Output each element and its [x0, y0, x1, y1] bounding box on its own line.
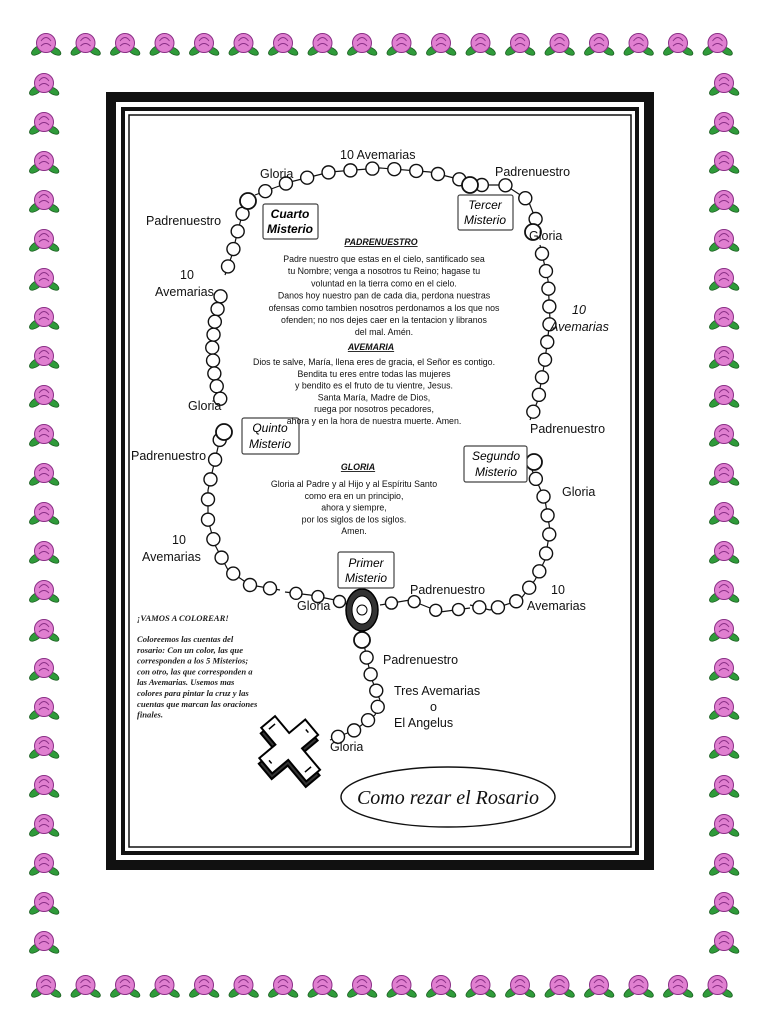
rose-icon	[227, 34, 259, 58]
bead	[388, 163, 401, 176]
rose-icon	[504, 976, 536, 1000]
rose-icon	[346, 976, 378, 1000]
bead	[202, 493, 215, 506]
rose-icon	[708, 815, 740, 839]
label-avemarias-count: 10	[572, 303, 586, 317]
label-padrenuestro: Padrenuestro	[410, 583, 486, 597]
prayer-line: Bendita tu eres entre todas las mujeres	[297, 368, 451, 379]
mystery-line: Misterio	[248, 437, 292, 451]
bead	[408, 596, 420, 608]
bead	[543, 300, 556, 313]
rose-icon	[148, 34, 180, 58]
label-el-angelus: El Angelus	[394, 716, 454, 730]
bead	[206, 341, 219, 354]
rose-icon	[28, 737, 60, 761]
rose-icon	[708, 737, 740, 761]
prayer-line: tu Nombre; venga a nosotros tu Reino; hagase tu	[287, 266, 481, 277]
bead	[207, 328, 220, 341]
bead	[208, 315, 221, 328]
bead	[207, 533, 220, 546]
rose-icon	[543, 34, 575, 58]
rose-icon	[708, 893, 740, 917]
label-top-avemarias: 10 Avemarias	[340, 148, 416, 162]
rose-icon	[425, 34, 457, 58]
prayer-line: como era en un principio,	[304, 490, 404, 501]
rose-icon	[69, 976, 101, 1000]
label-padrenuestro: Padrenuestro	[530, 422, 606, 436]
mystery-line: Misterio	[463, 213, 507, 227]
mystery-line: Misterio	[474, 465, 518, 479]
prayer-line: Amen.	[341, 526, 367, 537]
rose-icon	[28, 698, 60, 722]
bead	[344, 164, 357, 177]
bead	[370, 684, 383, 697]
bead	[364, 668, 377, 681]
label-avemarias: Avemarias	[142, 550, 201, 564]
prayer-line: Gloria al Padre y al Hijo y al Espíritu Santo	[270, 479, 438, 489]
bead	[360, 651, 373, 664]
rose-icon	[188, 976, 220, 1000]
label-avemarias-count: 10	[551, 583, 565, 597]
prayer-line: ahora y siempre,	[321, 502, 387, 513]
rose-icon	[28, 308, 60, 332]
coloring-line: Coloreemos las cuentas del	[137, 634, 234, 644]
mystery-box-segundo	[464, 446, 527, 482]
mystery-line: Quinto	[252, 421, 288, 435]
bead	[362, 714, 375, 727]
coloring-line: finales.	[137, 709, 164, 720]
rose-icon	[28, 503, 60, 527]
rose-icon	[504, 34, 536, 58]
bead	[543, 528, 556, 541]
prayer-line: Danos hoy nuestro pan de cada dia, perdona nuestras	[277, 290, 491, 301]
rose-icon	[69, 34, 101, 58]
rose-icon	[28, 347, 60, 371]
label-padrenuestro: Padrenuestro	[383, 653, 459, 667]
rose-icon	[28, 269, 60, 293]
rose-icon	[708, 698, 740, 722]
prayer-line: del mal. Amén.	[354, 327, 414, 338]
prayer-line: ofensas como tambien nosotros perdonamos a los que nos	[268, 302, 500, 313]
pater-bead	[526, 454, 542, 470]
coloring-line: cuentas que marcan las oraciones	[137, 698, 258, 709]
bead	[537, 490, 550, 503]
bead	[529, 472, 542, 485]
bead	[410, 164, 423, 177]
bead	[263, 582, 276, 595]
bead	[214, 290, 227, 303]
prayer-title: PADRENUESTRO	[344, 237, 418, 247]
label-gloria: Gloria	[188, 399, 222, 413]
padrenuestro-text	[269, 254, 500, 337]
bead	[215, 551, 228, 564]
coloring-line: corresponden a los 5 Misterios;	[137, 655, 249, 666]
label-avemarias: Avemarias	[155, 285, 214, 299]
bead	[210, 380, 223, 393]
bead	[499, 179, 512, 192]
coloring-title: ¡VAMOS A COLOREAR!	[137, 613, 229, 623]
center-medal	[346, 589, 378, 631]
label-gloria: Gloria	[260, 167, 294, 181]
pater-bead	[216, 424, 232, 440]
label-gloria: Gloria	[297, 599, 331, 613]
bead	[523, 581, 536, 594]
mystery-line: Misterio	[266, 222, 314, 236]
mystery-box-primer	[338, 552, 394, 588]
bead	[208, 367, 221, 380]
bead	[519, 192, 532, 205]
rose-icon	[708, 776, 740, 800]
rose-icon	[28, 659, 60, 683]
coloring-line: las Avemarias. Usemos mas	[137, 677, 235, 688]
prayer-title: AVEMARIA	[347, 342, 395, 352]
rose-icon	[701, 976, 733, 1000]
bead	[542, 282, 555, 295]
rose-icon	[425, 976, 457, 1000]
rose-icon	[28, 854, 60, 878]
rose-icon	[708, 386, 740, 410]
pater-bead	[240, 193, 256, 209]
bead	[539, 353, 552, 366]
bead	[301, 171, 314, 184]
bead	[473, 601, 486, 614]
bead	[204, 473, 217, 486]
rose-icon	[188, 34, 220, 58]
rose-icon	[708, 425, 740, 449]
rose-icon	[622, 976, 654, 1000]
rose-icon	[708, 854, 740, 878]
prayer-line: ofenden; no nos dejes caer en la tentacion y libranos	[281, 315, 487, 325]
rose-icon	[708, 581, 740, 605]
prayer-line: por los siglos de los siglos.	[301, 514, 407, 525]
rose-icon	[28, 464, 60, 488]
bead	[209, 453, 222, 466]
rose-icon	[30, 34, 62, 58]
rose-icon	[28, 815, 60, 839]
prayer-line: y bendito es el fruto de tu vientre, Jesus.	[295, 380, 453, 391]
rose-icon	[708, 113, 740, 137]
rose-icon	[306, 34, 338, 58]
mystery-box-tercer	[458, 195, 513, 230]
rose-icon	[708, 464, 740, 488]
prayer-line: Dios te salve, María, llena eres de gracia, el Señor es contigo.	[252, 357, 496, 367]
coloring-line: colores para pintar la cruz y las	[137, 688, 249, 698]
mystery-line: Primer	[348, 556, 384, 570]
rose-icon	[346, 34, 378, 58]
rose-icon	[708, 74, 740, 98]
bead	[527, 405, 540, 418]
bead	[348, 724, 361, 737]
bead	[541, 509, 554, 522]
bead	[385, 597, 397, 609]
rose-icon	[622, 34, 654, 58]
rose-icon	[267, 976, 299, 1000]
pater-bead	[462, 177, 478, 193]
rose-icon	[227, 976, 259, 1000]
rose-icon	[708, 503, 740, 527]
bead	[541, 336, 554, 349]
label-avemarias-count: 10	[172, 533, 186, 547]
rose-icon	[464, 34, 496, 58]
bead	[430, 604, 442, 616]
bead	[290, 587, 302, 599]
prayer-line: voluntad en la tierra como en el cielo.	[311, 278, 457, 289]
prayer-line: ruega por nosotros pecadores,	[314, 404, 434, 415]
bead	[333, 595, 345, 607]
rose-icon	[708, 932, 740, 956]
prayer-line: ahora y en la hora de nuestra muerte. Amen.	[286, 416, 462, 426]
rose-icon	[28, 191, 60, 215]
label-avemarias: Avemarias	[527, 599, 586, 613]
rose-icon	[109, 976, 141, 1000]
rose-icon	[708, 191, 740, 215]
bead	[452, 604, 464, 616]
bead	[533, 565, 546, 578]
rose-icon	[148, 976, 180, 1000]
bead	[535, 247, 548, 260]
rose-icon	[385, 34, 417, 58]
bead	[491, 601, 504, 614]
label-avemarias-count: 10	[180, 268, 194, 282]
bead	[510, 595, 523, 608]
rose-icon	[708, 347, 740, 371]
rose-icon	[708, 659, 740, 683]
label-gloria: Gloria	[529, 229, 563, 243]
rose-icon	[708, 308, 740, 332]
mystery-line: Segundo	[471, 449, 521, 463]
rose-icon	[28, 893, 60, 917]
bead	[540, 547, 553, 560]
rose-icon	[306, 976, 338, 1000]
rose-icon	[708, 230, 740, 254]
rose-icon	[701, 34, 733, 58]
prayer-line: Padre nuestro que estas en el cielo, santificado sea	[283, 254, 485, 264]
mystery-line: Cuarto	[270, 207, 310, 221]
mystery-line: Misterio	[344, 571, 388, 585]
rose-icon	[662, 976, 694, 1000]
label-padrenuestro: Padrenuestro	[495, 165, 571, 179]
bead	[532, 388, 545, 401]
rose-icon	[30, 976, 62, 1000]
bead	[222, 260, 235, 273]
bead	[202, 513, 215, 526]
page-title: Como rezar el Rosario	[356, 787, 540, 809]
mystery-line: Tercer	[468, 198, 502, 212]
label-tres-avemarias: Tres Avemarias	[394, 684, 481, 698]
rose-icon	[28, 581, 60, 605]
coloring-line: con otro, las que corresponden a	[137, 666, 253, 677]
rose-icon	[28, 113, 60, 137]
bead	[535, 371, 548, 384]
prayer-line: Santa María, Madre de Dios,	[317, 392, 431, 403]
label-gloria: Gloria	[562, 485, 596, 499]
rose-icon	[28, 425, 60, 449]
bead	[243, 578, 256, 591]
rose-icon	[708, 620, 740, 644]
label-padrenuestro: Padrenuestro	[146, 214, 222, 228]
rose-icon	[464, 976, 496, 1000]
rose-icon	[28, 932, 60, 956]
rose-icon	[109, 34, 141, 58]
rose-icon	[28, 230, 60, 254]
bead	[539, 265, 552, 278]
bead	[231, 225, 244, 238]
rose-icon	[28, 542, 60, 566]
rose-icon	[583, 976, 615, 1000]
rose-icon	[662, 34, 694, 58]
rose-icon	[583, 34, 615, 58]
rose-icon	[385, 976, 417, 1000]
rose-icon	[28, 74, 60, 98]
bead	[366, 162, 379, 175]
prayer-title: GLORIA	[340, 462, 376, 472]
rose-icon	[708, 152, 740, 176]
rose-icon	[28, 152, 60, 176]
rose-icon	[708, 542, 740, 566]
rose-icon	[267, 34, 299, 58]
bead	[259, 185, 272, 198]
bead	[227, 243, 240, 256]
coloring-line: rosario: Con un color, las que	[137, 644, 244, 655]
bead	[322, 166, 335, 179]
bead	[211, 303, 224, 316]
title-oval	[341, 767, 555, 827]
rose-icon	[28, 620, 60, 644]
rose-icon	[28, 386, 60, 410]
rose-icon	[28, 776, 60, 800]
bead	[227, 567, 240, 580]
label-padrenuestro: Padrenuestro	[131, 449, 207, 463]
bead	[431, 167, 444, 180]
mystery-box-cuarto	[263, 204, 318, 239]
bead	[207, 354, 220, 367]
label-gloria: Gloria	[330, 740, 364, 754]
rose-icon	[708, 269, 740, 293]
label-avemarias: Avemarias	[550, 320, 609, 334]
pater-bead	[354, 632, 370, 648]
label-o: o	[430, 700, 437, 714]
bead	[371, 700, 384, 713]
rose-icon	[543, 976, 575, 1000]
